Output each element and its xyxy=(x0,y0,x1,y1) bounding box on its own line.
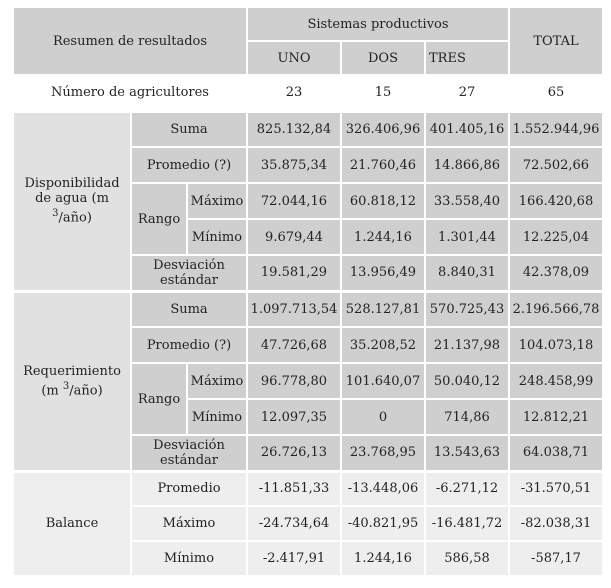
table-cell: 21.760,46 xyxy=(341,147,425,183)
req-minimo-label: Mínimo xyxy=(187,399,247,435)
table-cell: 12.812,21 xyxy=(509,399,603,435)
table-cell: 1.301,44 xyxy=(425,219,509,255)
disp-maximo-label: Máximo xyxy=(187,183,247,219)
table-cell: 13.543,63 xyxy=(425,435,509,471)
table-cell: 586,58 xyxy=(425,541,509,576)
bal-promedio-label: Promedio xyxy=(131,471,247,506)
table-cell: 166.420,68 xyxy=(509,183,603,219)
table-cell: 1.097.713,54 xyxy=(247,291,341,327)
table-cell: 35.875,34 xyxy=(247,147,341,183)
disp-promedio-label: Promedio (?) xyxy=(131,147,247,183)
table-cell: 1.552.944,96 xyxy=(509,111,603,147)
requerimiento-label: Requerimiento (m $^3$/año) xyxy=(13,291,131,471)
table-cell: 104.073,18 xyxy=(509,327,603,363)
table-cell: -6.271,12 xyxy=(425,471,509,506)
table-cell: 50.040,12 xyxy=(425,363,509,399)
table-cell: -13.448,06 xyxy=(341,471,425,506)
table-cell: 8.840,31 xyxy=(425,255,509,291)
farmers-tres: 27 xyxy=(425,75,509,111)
table-cell: -11.851,33 xyxy=(247,471,341,506)
disp-suma-label: Suma xyxy=(131,111,247,147)
table-cell: -24.734,64 xyxy=(247,506,341,541)
table-cell: 528.127,81 xyxy=(341,291,425,327)
table-cell: 26.726,13 xyxy=(247,435,341,471)
req-desviacion-label: Desviación estándar xyxy=(131,435,247,471)
table-cell: 9.679,44 xyxy=(247,219,341,255)
table-cell: 326.406,96 xyxy=(341,111,425,147)
table-cell: -82.038,31 xyxy=(509,506,603,541)
table-cell: 96.778,80 xyxy=(247,363,341,399)
table-cell: 714,86 xyxy=(425,399,509,435)
disponibilidad-label: Disponibilidad de agua (m $^3$/año) xyxy=(13,111,131,291)
table-cell: 13.956,49 xyxy=(341,255,425,291)
table-cell: 72.044,16 xyxy=(247,183,341,219)
header-row-1 xyxy=(13,7,603,41)
disp-rango-label: Rango xyxy=(131,183,187,255)
table-cell: 35.208,52 xyxy=(341,327,425,363)
disp-desviacion-label: Desviación estándar xyxy=(131,255,247,291)
farmers-dos: 15 xyxy=(341,75,425,111)
disp-minimo-label: Mínimo xyxy=(187,219,247,255)
table-cell: 72.502,66 xyxy=(509,147,603,183)
total-header: TOTAL xyxy=(509,7,603,75)
table-cell: 0 xyxy=(341,399,425,435)
bal-maximo-label: Máximo xyxy=(131,506,247,541)
table-cell: 60.818,12 xyxy=(341,183,425,219)
table-cell: 570.725,43 xyxy=(425,291,509,327)
tres-header: TRES xyxy=(425,41,509,75)
bal-promedio-row xyxy=(13,471,603,506)
dos-header: DOS xyxy=(341,41,425,75)
req-rango-label: Rango xyxy=(131,363,187,435)
table-cell: 401.405,16 xyxy=(425,111,509,147)
table-cell: 19.581,29 xyxy=(247,255,341,291)
table-cell: -16.481,72 xyxy=(425,506,509,541)
disp-suma-row xyxy=(13,111,603,147)
bal-minimo-label: Mínimo xyxy=(131,541,247,576)
table-cell: 1.244,16 xyxy=(341,541,425,576)
table-cell: 2.196.566,78 xyxy=(509,291,603,327)
table-cell: 21.137,98 xyxy=(425,327,509,363)
table-cell: -2.417,91 xyxy=(247,541,341,576)
summary-header: Resumen de resultados xyxy=(13,7,247,75)
req-maximo-label: Máximo xyxy=(187,363,247,399)
table-cell: 101.640,07 xyxy=(341,363,425,399)
table-cell: 1.244,16 xyxy=(341,219,425,255)
req-promedio-label: Promedio (?) xyxy=(131,327,247,363)
table-cell: 33.558,40 xyxy=(425,183,509,219)
farmers-uno: 23 xyxy=(247,75,341,111)
farmers-total: 65 xyxy=(509,75,603,111)
balance-label: Balance xyxy=(13,471,131,576)
farmers-row xyxy=(13,75,603,111)
req-suma-row xyxy=(13,291,603,327)
table-cell: 23.768,95 xyxy=(341,435,425,471)
table-cell: 248.458,99 xyxy=(509,363,603,399)
table-cell: 42.378,09 xyxy=(509,255,603,291)
results-table xyxy=(12,6,604,577)
table-cell: 64.038,71 xyxy=(509,435,603,471)
table-cell: -31.570,51 xyxy=(509,471,603,506)
table-cell: 14.866,86 xyxy=(425,147,509,183)
table-cell: 47.726,68 xyxy=(247,327,341,363)
uno-header: UNO xyxy=(247,41,341,75)
systems-header: Sistemas productivos xyxy=(247,7,509,41)
req-suma-label: Suma xyxy=(131,291,247,327)
table-cell: 12.097,35 xyxy=(247,399,341,435)
table-cell: -587,17 xyxy=(509,541,603,576)
table-cell: -40.821,95 xyxy=(341,506,425,541)
table-cell: 825.132,84 xyxy=(247,111,341,147)
farmers-label: Número de agricultores xyxy=(13,75,247,111)
table-cell: 12.225,04 xyxy=(509,219,603,255)
